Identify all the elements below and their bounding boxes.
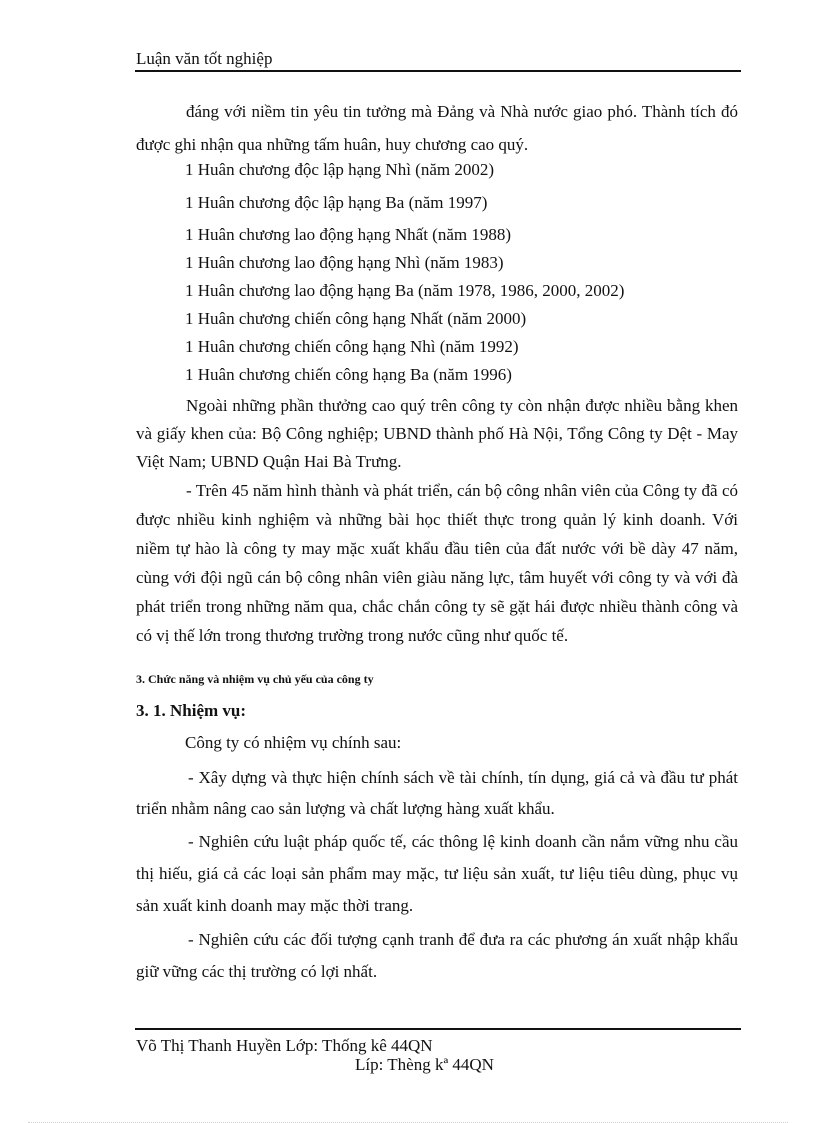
paragraph-awards-intro: đáng với niềm tin yêu tin tưởng mà Đảng và Nhà nước giao phó. Thành tích đó được ghi nhận qua những tấm huân, huy chương cao quý. [136, 102, 738, 154]
section-heading: 3. Chức năng và nhiệm vụ chủ yếu của công ty [136, 672, 374, 686]
medal-item: 1 Huân chương chiến công hạng Ba (năm 1996) [185, 365, 512, 384]
footer-rule [135, 1028, 741, 1030]
footer-class-garbled: Líp: Thèng kª 44QN [355, 1055, 494, 1074]
paragraph-experience: - Trên 45 năm hình thành và phát triển, cán bộ công nhân viên của Công ty đã có được nhiều kinh nghiệm và những bài học thiết thực trong quản lý kinh doanh. Với niềm tự hào là công ty may mặc xuất khẩu đầu tiên của đất nước với bề dày 47 năm, cùng với đội ngũ cán bộ công nhân viên giàu năng lực, tâm huyết với công ty và với đà phát triển trong những năm qua, chắc chắn công ty sẽ gặt hái được nhiều thành công và có vị thế lớn trong thương trường trong nước cũng như quốc tế. [136, 481, 738, 645]
page-header-title: Luận văn tốt nghiệp [136, 49, 273, 68]
duties-intro: Công ty có nhiệm vụ chính sau: [185, 733, 402, 752]
duty-item: - Xây dựng và thực hiện chính sách về tài chính, tín dụng, giá cả và đầu tư phát triển nhằm nâng cao sản lượng và chất lượng hàng xuất khẩu. [136, 768, 738, 818]
subsection-heading: 3. 1. Nhiệm vụ: [136, 701, 247, 720]
header-rule [135, 70, 741, 72]
duty-item: - Nghiên cứu các đối tượng cạnh tranh để đưa ra các phương án xuất nhập khẩu giữ vững các thị trường có lợi nhất. [136, 930, 738, 981]
medal-item: 1 Huân chương lao động hạng Ba (năm 1978, 1986, 2000, 2002) [185, 281, 625, 300]
medal-item: 1 Huân chương lao động hạng Nhất (năm 1988) [185, 225, 512, 244]
medal-item: 1 Huân chương độc lập hạng Ba (năm 1997) [185, 193, 488, 212]
medal-item: 1 Huân chương lao động hạng Nhì (năm 1983) [185, 253, 504, 272]
medal-item: 1 Huân chương chiến công hạng Nhì (năm 1992) [185, 337, 519, 356]
medal-item: 1 Huân chương chiến công hạng Nhất (năm 2000) [185, 309, 527, 328]
footer-author-class: Võ Thị Thanh Huyền Lớp: Thống kê 44QN [136, 1036, 433, 1055]
duty-item: - Nghiên cứu luật pháp quốc tế, các thông lệ kinh doanh cần nắm vững nhu cầu thị hiếu, giá cả các loại sản phẩm may mặc, tư liệu sản xuất, tư liệu tiêu dùng, phục vụ sản xuất kinh doanh may mặc thời trang. [136, 832, 738, 915]
medal-item: 1 Huân chương độc lập hạng Nhì (năm 2002) [185, 160, 495, 179]
paragraph-certificates: Ngoài những phần thưởng cao quý trên công ty còn nhận được nhiều bằng khen và giấy khen của: Bộ Công nghiệp; UBND thành phố Hà Nội, Tổng Công ty Dệt - May Việt Nam; UBND Quận Hai Bà Trưng. [136, 396, 738, 471]
